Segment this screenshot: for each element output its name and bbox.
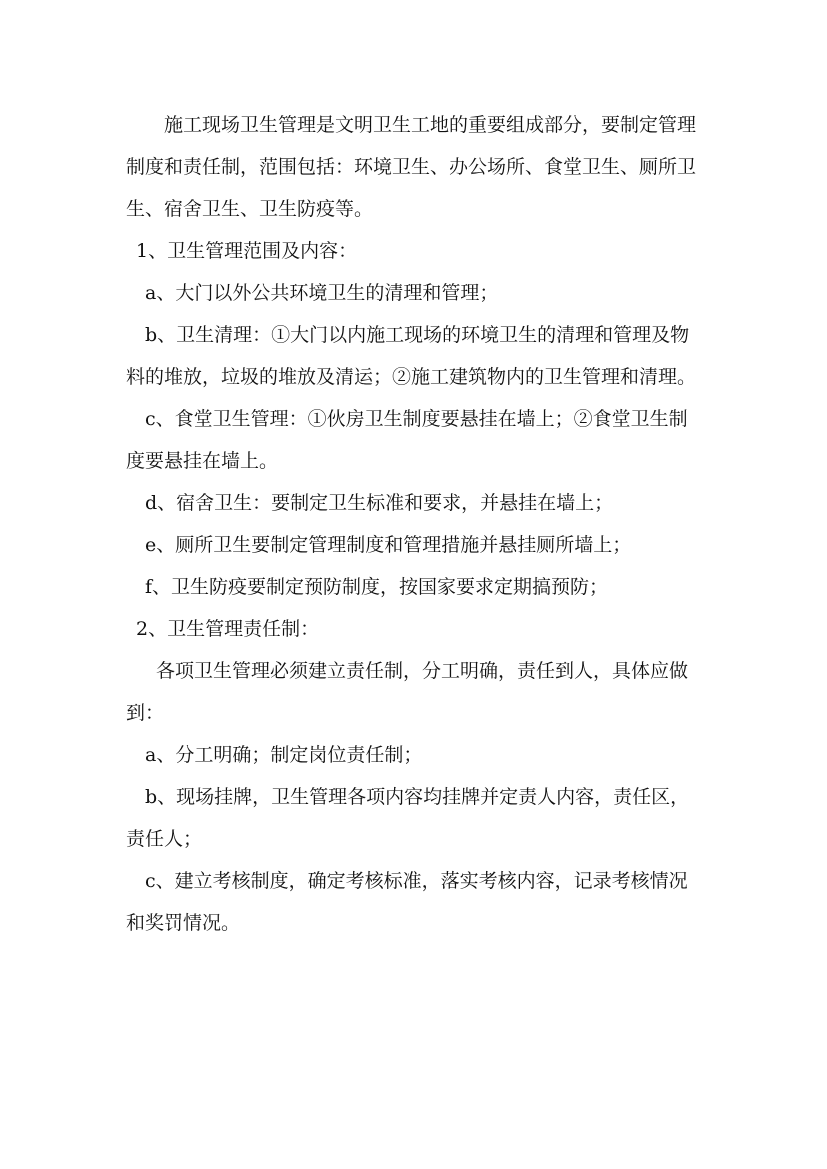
list-item-b2: b、现场挂牌，卫生管理各项内容均挂牌并定责人内容，责任区，责任人； [126, 786, 690, 850]
section-heading-1: 1、卫生管理范围及内容： [136, 240, 358, 262]
list-item-b1: b、卫生清理：①大门以内施工现场的环境卫生的清理和管理及物料的堆放，垃圾的堆放及清运；②施工建筑物内的卫生管理和清理。 [126, 324, 697, 388]
list-item-a2: a、分工明确；制定岗位责任制； [145, 744, 423, 766]
list-item-c2: c、建立考核制度，确定考核标准，落实考核内容，记录考核情况和奖罚情况。 [126, 870, 688, 934]
list-item-d1: d、宿舍卫生：要制定卫生标准和要求，并悬挂在墙上； [145, 492, 614, 514]
list-item-e1: e、厕所卫生要制定管理制度和管理措施并悬挂厕所墙上； [145, 534, 632, 556]
list-item-f1: f、卫生防疫要制定预防制度，按国家要求定期搞预防； [145, 576, 609, 598]
intro-paragraph: 施工现场卫生管理是文明卫生工地的重要组成部分，要制定管理制度和责任制，范围包括：环境卫生、办公场所、食堂卫生、厕所卫生、宿舍卫生、卫生防疫等。 [126, 114, 697, 220]
document-body [126, 104, 706, 944]
list-item-a1: a、大门以外公共环境卫生的清理和管理； [145, 282, 499, 304]
section-2-paragraph: 各项卫生管理必须建立责任制，分工明确，责任到人，具体应做到： [126, 660, 689, 724]
list-item-c1: c、食堂卫生管理：①伙房卫生制度要悬挂在墙上；②食堂卫生制度要悬挂在墙上。 [126, 408, 688, 472]
section-heading-2: 2、卫生管理责任制： [136, 618, 320, 640]
